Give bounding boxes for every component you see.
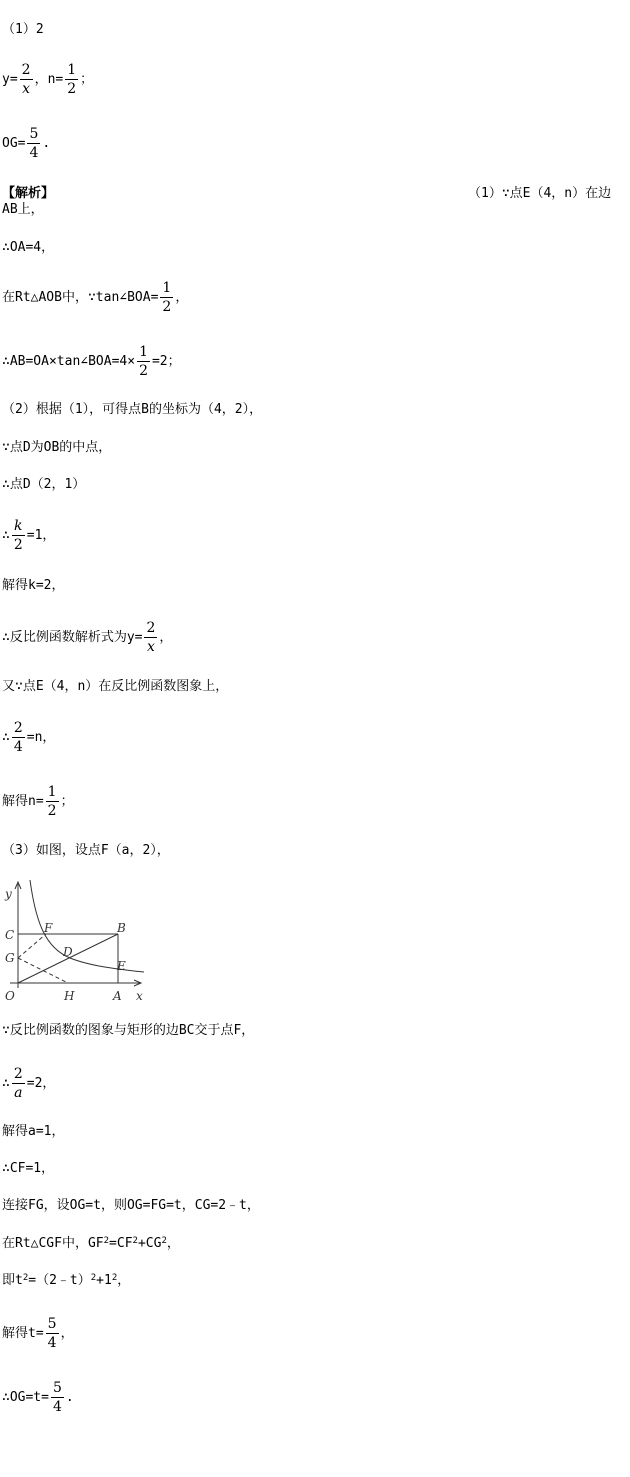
line-ab bbox=[2, 344, 181, 379]
fraction bbox=[51, 1380, 64, 1415]
line-solve-t bbox=[2, 1316, 74, 1351]
line-function bbox=[2, 620, 172, 655]
fraction bbox=[12, 1066, 25, 1101]
analysis-intro-cont: AB上， bbox=[2, 202, 44, 217]
label-f: F bbox=[44, 921, 53, 935]
text-segment: =CF bbox=[109, 1236, 133, 1251]
fraction bbox=[46, 784, 59, 819]
line-solve-k: 解得k=2， bbox=[2, 578, 65, 593]
text-segment: 解得t= bbox=[2, 1326, 44, 1341]
fraction-numerator: 5 bbox=[29, 126, 39, 142]
text-segment: . bbox=[42, 136, 51, 151]
answer-part3 bbox=[2, 126, 50, 161]
text-segment: ， bbox=[60, 1326, 74, 1341]
text-segment: +1 bbox=[96, 1273, 112, 1288]
line-tan bbox=[2, 280, 188, 315]
fraction-denominator: 4 bbox=[52, 1399, 62, 1415]
label-b: B bbox=[117, 921, 126, 935]
label-o: O bbox=[5, 989, 15, 1003]
line-part3: （3）如图，设点F（a，2）， bbox=[2, 843, 170, 858]
fraction bbox=[27, 126, 40, 161]
exponent: 2 bbox=[111, 1273, 118, 1283]
geometry-figure bbox=[0, 876, 160, 1008]
fraction-denominator: 2 bbox=[67, 81, 77, 97]
fraction-numerator: 2 bbox=[13, 720, 23, 736]
text-segment: +CG bbox=[137, 1236, 162, 1251]
line-n-eq bbox=[2, 720, 55, 755]
text-segment: ∴反比例函数解析式为y= bbox=[2, 630, 143, 645]
text-segment: ∴ bbox=[2, 528, 10, 543]
text-segment: OG= bbox=[2, 136, 26, 151]
line-e-on-graph: 又∵点E（4，n）在反比例函数图象上， bbox=[2, 679, 229, 694]
answer-part1: （1）2 bbox=[2, 22, 44, 37]
fraction-numerator: k bbox=[12, 518, 25, 536]
fraction-denominator: x bbox=[146, 639, 155, 655]
label-y: y bbox=[5, 887, 12, 901]
label-d: D bbox=[63, 945, 73, 959]
fraction bbox=[12, 518, 25, 553]
text-segment: 在Rt△AOB中，∵tan∠BOA= bbox=[2, 290, 159, 305]
label-e: E bbox=[117, 959, 126, 973]
text-segment: =1， bbox=[26, 528, 56, 543]
line-k bbox=[2, 518, 55, 553]
fraction-numerator: 2 bbox=[13, 1066, 23, 1082]
line-a-eq bbox=[2, 1066, 55, 1101]
text-segment: y= bbox=[2, 72, 18, 87]
text-segment: ， bbox=[117, 1273, 131, 1288]
analysis-intro: （1）∵点E（4，n）在边 bbox=[468, 186, 612, 201]
text-segment: ， bbox=[175, 290, 189, 305]
fraction bbox=[12, 720, 25, 755]
exponent: 2 bbox=[103, 1236, 110, 1246]
text-segment: . bbox=[65, 1390, 74, 1405]
segment-gf bbox=[18, 934, 46, 958]
exponent: 2 bbox=[22, 1273, 29, 1283]
text-segment: ； bbox=[60, 794, 74, 809]
exponent: 2 bbox=[132, 1236, 138, 1246]
fraction-denominator: x bbox=[22, 81, 31, 97]
fraction-numerator: 5 bbox=[47, 1316, 57, 1332]
text-segment: ，n= bbox=[34, 72, 64, 87]
line-cf: ∴CF=1， bbox=[2, 1161, 55, 1176]
fraction-numerator: 2 bbox=[21, 62, 31, 78]
fraction bbox=[137, 344, 150, 379]
fraction-denominator: 4 bbox=[47, 1335, 57, 1351]
label-g: G bbox=[5, 951, 15, 965]
label-x: x bbox=[136, 989, 143, 1003]
text-segment: ∴ bbox=[2, 1076, 10, 1091]
line-solve-n bbox=[2, 784, 74, 819]
exponent: 2 bbox=[90, 1273, 97, 1283]
fraction-numerator: 1 bbox=[67, 62, 77, 78]
analysis-heading: 【解析】 bbox=[2, 186, 55, 201]
label-a: A bbox=[113, 989, 122, 1003]
line-og-result bbox=[2, 1380, 74, 1415]
label-h: H bbox=[64, 989, 75, 1003]
fraction-denominator: 2 bbox=[162, 299, 172, 315]
line-oa: ∴OA=4， bbox=[2, 240, 55, 255]
exponent: 2 bbox=[161, 1236, 167, 1246]
fraction-numerator: 2 bbox=[146, 620, 156, 636]
fraction-numerator: 5 bbox=[52, 1380, 62, 1396]
fraction-denominator: 2 bbox=[139, 363, 148, 379]
fraction-numerator: 1 bbox=[139, 344, 148, 360]
text-segment: =（2﹣t） bbox=[28, 1273, 91, 1288]
line-point-d: ∴点D（2，1） bbox=[2, 477, 86, 492]
text-segment: ∴OG=t= bbox=[2, 1390, 49, 1405]
answer-part2 bbox=[2, 62, 93, 97]
fraction bbox=[20, 62, 33, 97]
fraction bbox=[160, 280, 173, 315]
fraction bbox=[144, 620, 157, 655]
fraction-numerator: 1 bbox=[47, 784, 57, 800]
text-segment: =2， bbox=[26, 1076, 56, 1091]
line-connect-fg: 连接FG，设OG=t，则OG=FG=t，CG=2﹣t， bbox=[2, 1198, 260, 1213]
fraction-denominator: a bbox=[14, 1085, 23, 1101]
fraction-denominator: 4 bbox=[13, 739, 23, 755]
fraction bbox=[46, 1316, 59, 1351]
line-midpoint: ∵点D为OB的中点， bbox=[2, 440, 112, 455]
fraction-numerator: 1 bbox=[162, 280, 172, 296]
label-c: C bbox=[5, 928, 15, 942]
text-segment: ∴ bbox=[2, 730, 10, 745]
text-segment: ， bbox=[166, 1236, 180, 1251]
text-segment: ∴AB=OA×tan∠BOA=4× bbox=[2, 354, 136, 369]
line-intersect: ∵反比例函数的图象与矩形的边BC交于点F， bbox=[2, 1023, 255, 1038]
text-segment: =2； bbox=[151, 354, 181, 369]
fraction-denominator: 2 bbox=[13, 537, 23, 553]
text-segment: 即t bbox=[2, 1273, 23, 1288]
fraction-denominator: 4 bbox=[29, 145, 39, 161]
text-segment: ， bbox=[159, 630, 173, 645]
text-segment: 解得n= bbox=[2, 794, 44, 809]
text-segment: 在Rt△CGF中，GF bbox=[2, 1236, 104, 1251]
line-solve-a: 解得a=1， bbox=[2, 1124, 65, 1139]
line-pythagoras bbox=[2, 1236, 180, 1252]
text-segment: =n， bbox=[26, 730, 56, 745]
line-equation-t bbox=[2, 1273, 130, 1289]
fraction bbox=[65, 62, 78, 97]
text-segment: ； bbox=[80, 72, 94, 87]
line-part2: （2）根据（1），可得点B的坐标为（4，2）， bbox=[2, 402, 263, 417]
fraction-denominator: 2 bbox=[47, 803, 57, 819]
